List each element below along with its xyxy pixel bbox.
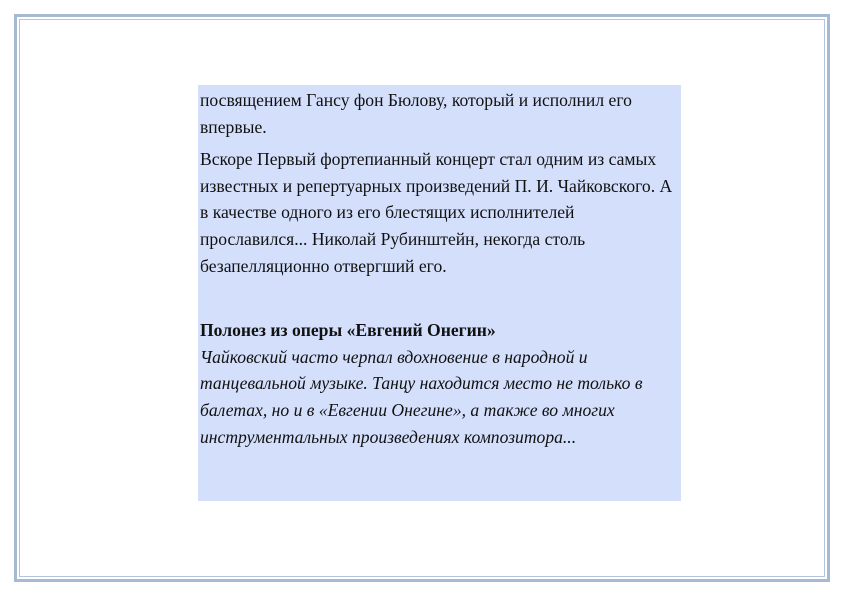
paragraph-dedication: посвящением Гансу фон Бюлову, который и исполнил его впервые. <box>200 90 632 137</box>
text-box <box>198 85 681 501</box>
section-title: Полонез из оперы «Евгений Онегин» <box>200 320 496 341</box>
paragraph-first-concerto: Вскоре Первый фортепианный концерт стал одним из самых известных и репертуарных произведений П. И. Чайковского. А в качестве одного из его блестящих исполнителей прославился... Николай Рубинштейн, некогда столь безапелляционно отвергший его. <box>200 149 673 276</box>
section-body: Чайковский часто черпал вдохновение в народной и танцевальной музыке. Танцу находится место не только в балетах, но и в «Евгении Онегине», а также во многих инструментальных произведениях композитора... <box>200 346 643 447</box>
